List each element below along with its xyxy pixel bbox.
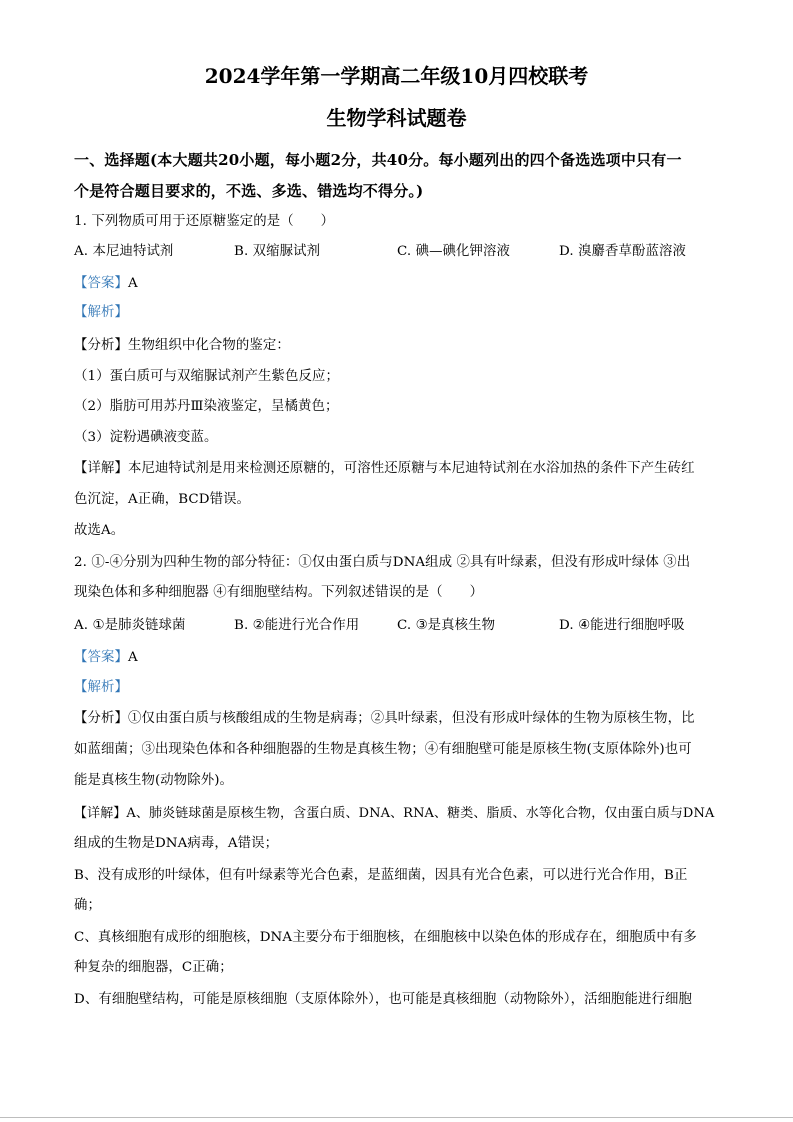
q2-c-2: 种复杂的细胞器，C正确； bbox=[74, 960, 233, 975]
q1-xiangjie-1 bbox=[74, 459, 720, 479]
question-2-stem-1: 2. ①-④分别为四种生物的部分特征：①仅由蛋白质与DNA组成 ②具有叶绿素，但没有形成叶绿体 ③出 bbox=[74, 555, 691, 570]
analysis-tag: 【解析】 bbox=[74, 305, 128, 320]
analysis-tag: 【解析】 bbox=[74, 680, 128, 695]
xiangjie-text: A、肺炎链球菌是原核生物，含蛋白质、DNA、RNA、糖类、脂质、水等化合物，仅由蛋白质与DNA bbox=[126, 806, 715, 821]
section-heading-line-2: 个是符合题目要求的，不选、多选、错选均不得分。) bbox=[74, 182, 424, 200]
xiangjie-text: 本尼迪特试剂是用来检测还原糖的，可溶性还原糖与本尼迪特试剂在水浴加热的条件下产生砖红 bbox=[127, 461, 695, 476]
q2-xiangjie-2: 组成的生物是DNA病毒，A错误； bbox=[74, 836, 279, 851]
q2-answer bbox=[74, 648, 720, 668]
exam-title: 2024学年第一学期高二年级10月四校联考 bbox=[204, 64, 589, 88]
q1-fenxi bbox=[74, 336, 720, 356]
page-bottom-divider bbox=[0, 1117, 793, 1118]
section-heading-line-1: 一、选择题(本大题共20小题，每小题2分，共40分。每小题列出的四个备选选项中只有一 bbox=[74, 151, 682, 169]
q1-analysis-tag bbox=[74, 303, 720, 323]
q2-fenxi-1 bbox=[74, 709, 720, 729]
q2-b-2: 确； bbox=[74, 898, 101, 913]
q1-option-d: D. 溴麝香草酚蓝溶液 bbox=[559, 244, 686, 259]
q1-point-3: （3）淀粉遇碘液变蓝。 bbox=[74, 430, 218, 445]
xiangjie-tag: 【详解】 bbox=[74, 806, 127, 821]
q1-option-b: B. 双缩脲试剂 bbox=[234, 244, 321, 259]
answer-tag: 【答案】 bbox=[74, 650, 128, 665]
fenxi-text: ①仅由蛋白质与核酸组成的生物是病毒；②具叶绿素，但没有形成叶绿体的生物为原核生物，比 bbox=[127, 711, 695, 726]
q2-xiangjie-1 bbox=[74, 804, 720, 824]
q2-analysis-tag bbox=[74, 678, 720, 698]
q2-fenxi-3: 能是真核生物(动物除外)。 bbox=[74, 773, 234, 788]
q2-b-1: B、没有成形的叶绿体，但有叶绿素等光合色素，是蓝细菌，因具有光合色素，可以进行光合作用，B正 bbox=[74, 868, 688, 883]
exam-subtitle: 生物学科试题卷 bbox=[326, 106, 467, 130]
q2-c-1: C、真核细胞有成形的细胞核，DNA主要分布于细胞核，在细胞核中以染色体的形成存在，细胞质中有多 bbox=[74, 930, 697, 945]
question-2-stem-2: 现染色体和多种细胞器 ④有细胞壁结构。下列叙述错误的是（ ） bbox=[74, 585, 484, 600]
q2-option-b: B. ②能进行光合作用 bbox=[234, 618, 360, 633]
q2-d-1: D、有细胞壁结构，可能是原核细胞（支原体除外），也可能是真核细胞（动物除外），活细胞能进行细胞 bbox=[74, 992, 693, 1007]
fenxi-tag: 【分析】 bbox=[74, 338, 128, 353]
answer-value: A bbox=[127, 650, 138, 665]
q2-option-c: C. ③是真核生物 bbox=[397, 618, 496, 633]
fenxi-tag: 【分析】 bbox=[74, 711, 128, 726]
answer-tag: 【答案】 bbox=[74, 276, 128, 291]
q1-xiangjie-2: 色沉淀，A正确，BCD错误。 bbox=[74, 492, 251, 507]
q2-fenxi-2: 如蓝细菌；③出现染色体和各种细胞器的生物是真核生物；④有细胞壁可能是原核生物(支原体除外)也可 bbox=[74, 742, 692, 757]
q1-conclusion: 故选A。 bbox=[74, 523, 125, 538]
q1-point-1: （1）蛋白质可与双缩脲试剂产生紫色反应； bbox=[74, 369, 339, 384]
q1-point-2: （2）脂肪可用苏丹Ⅲ染液鉴定，呈橘黄色； bbox=[74, 399, 339, 414]
q2-option-a: A. ①是肺炎链球菌 bbox=[74, 618, 186, 633]
answer-value: A bbox=[127, 276, 138, 291]
q1-answer bbox=[74, 274, 720, 294]
fenxi-text: 生物组织中化合物的鉴定： bbox=[127, 338, 290, 353]
q1-option-c: C. 碘—碘化钾溶液 bbox=[397, 244, 511, 259]
xiangjie-tag: 【详解】 bbox=[74, 461, 128, 476]
question-1-stem: 1. 下列物质可用于还原糖鉴定的是（ ） bbox=[74, 214, 335, 229]
q1-option-a: A. 本尼迪特试剂 bbox=[74, 244, 174, 259]
q2-option-d: D. ④能进行细胞呼吸 bbox=[559, 618, 685, 633]
